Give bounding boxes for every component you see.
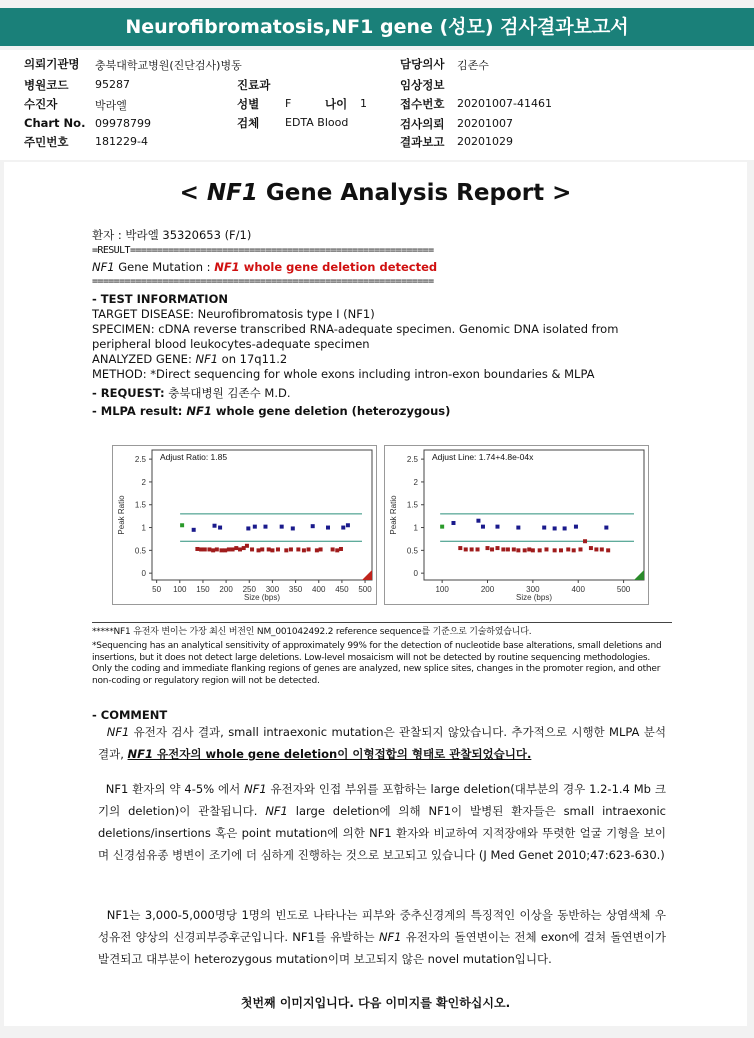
- data-point-red: [223, 548, 227, 552]
- data-point-red: [207, 547, 211, 551]
- x-tick-label: 300: [265, 585, 280, 594]
- comment-paragraph-2: [98, 778, 666, 866]
- comment1-conclusion: 유전자의 whole gene deletion이 이형접합의 형태로 관찰되었습니다.: [153, 747, 532, 761]
- bottom-separator: ===============================================================: [92, 276, 434, 287]
- analyzed-gene-locus: on 17q11.2: [218, 352, 288, 366]
- mutation-line: [92, 260, 437, 274]
- receipt-no-label: 접수번호: [400, 97, 445, 111]
- data-point-red: [578, 547, 582, 551]
- data-point-red: [458, 546, 462, 550]
- footnote-reference: *****NF1 유전자 변이는 가장 최신 버전인 NM_001042492.2 reference sequence를 기준으로 기술하였습니다.: [92, 627, 532, 637]
- data-point-red: [260, 547, 264, 551]
- data-point-red: [553, 548, 557, 552]
- y-tick-label: 2: [413, 477, 418, 487]
- x-axis-label: Size (bps): [515, 593, 553, 602]
- hospital-code-label: 병원코드: [24, 78, 69, 92]
- mutation-result: whole gene deletion detected: [239, 260, 438, 274]
- data-point-blue: [451, 521, 455, 525]
- data-point-red: [594, 547, 598, 551]
- data-point-blue: [253, 525, 257, 529]
- y-tick-label: 0.5: [406, 546, 418, 556]
- patient-label: 수진자: [24, 97, 58, 111]
- comment2-gene-a: NF1: [244, 782, 267, 796]
- data-point-blue: [280, 525, 284, 529]
- y-tick-label: 1.5: [134, 500, 146, 510]
- data-point-blue: [476, 519, 480, 523]
- chart-no-value: 09978799: [95, 117, 151, 130]
- data-point-red: [523, 548, 527, 552]
- x-tick-label: 250: [242, 585, 256, 594]
- comment1-gene-bold: NF1: [127, 747, 154, 761]
- receipt-no-value: 20201007-41461: [457, 97, 552, 110]
- patient-value: 박라엘: [95, 99, 127, 112]
- data-point-blue: [263, 525, 267, 529]
- data-point-red: [276, 547, 280, 551]
- test-info-heading: - TEST INFORMATION: [92, 292, 228, 306]
- comment2-text-a: NF1 환자의 약 4-5% 에서: [105, 782, 245, 796]
- data-point-blue: [192, 528, 196, 532]
- y-tick-label: 0.5: [134, 546, 146, 556]
- mlpa-line-svg: [384, 445, 649, 605]
- data-point-red: [219, 548, 223, 552]
- legend-label: Adjust Line: 1.74+4.8e-04x: [432, 452, 534, 462]
- data-point-red: [538, 548, 542, 552]
- age-label: 나이: [325, 97, 348, 111]
- footnote-sensitivity: *Sequencing has an analytical sensitivity of approximately 99% for the detection of nucleotide base alterations, small deletions and insertions, but it does not detect large deletions. Low-level mosaicism will not be detected by routine sequencing methodologies. Only the coding and immediate flanking regions of genes are analyzed, new splice sites, changes in the promoter region, and other non-coding or regulatory region will not be detected.: [92, 641, 662, 686]
- mlpa-value: whole gene deletion (heterozygous): [211, 404, 451, 418]
- data-point-blue: [291, 526, 295, 530]
- data-point-red: [589, 546, 593, 550]
- x-tick-label: 300: [526, 585, 540, 594]
- y-tick-label: 0: [413, 569, 418, 579]
- data-point-blue: [495, 525, 499, 529]
- data-point-red: [600, 547, 604, 551]
- data-point-red: [231, 547, 235, 551]
- analyzed-gene-name: NF1: [195, 352, 219, 366]
- x-axis-label: Size (bps): [243, 593, 281, 602]
- x-tick-label: 450: [335, 585, 349, 594]
- data-point-red: [470, 547, 474, 551]
- data-point-red: [238, 547, 242, 551]
- data-point-red: [464, 547, 468, 551]
- data-point-red: [211, 548, 215, 552]
- x-tick-label: 350: [288, 585, 303, 594]
- x-tick-label: 400: [312, 585, 326, 594]
- data-point-blue: [604, 526, 608, 530]
- comment-paragraph-3: [98, 904, 666, 970]
- method-line: METHOD: *Direct sequencing for whole exons including intron-exon boundaries & MLPA: [92, 367, 595, 381]
- data-point-blue: [326, 526, 330, 530]
- report-date-label: 결과보고: [400, 135, 445, 149]
- comment3-text-b: 유전자의 돌연변이는 전체 exon에 걸쳐 돌연변이가 발견되고 대부분이 heterozygous mutation이며 보고되지 않은 novel mutation입니다.: [98, 930, 666, 966]
- y-tick-label: 2.5: [406, 455, 418, 465]
- institution-label: 의뢰기관명: [24, 57, 80, 71]
- dept-label: 진료과: [237, 78, 271, 92]
- mutation-label: Gene Mutation :: [114, 260, 215, 274]
- data-point-red: [559, 548, 563, 552]
- mutation-red-gene: NF1: [214, 260, 240, 274]
- sex-label: 성별: [237, 97, 260, 111]
- target-disease: TARGET DISEASE: Neurofibromatosis type I (NF1): [92, 307, 375, 321]
- title-gene: NF1: [206, 180, 258, 206]
- data-point-red: [512, 547, 516, 551]
- y-tick-label: 2: [141, 477, 146, 487]
- data-point-red: [215, 547, 219, 551]
- mlpa-chart-ratio: [112, 445, 377, 605]
- data-point-green: [440, 525, 444, 529]
- data-point-red: [566, 547, 570, 551]
- y-tick-label: 1: [141, 523, 146, 533]
- comment3-text-a: NF1는 3,000-5,000명당 1명의 빈도로 나타나는 피부와 중추신경계의 특징적인 이상을 동반하는 상염색체 우성유전 양상의 신경피부증후군입니다. NF1를 유발하는: [98, 908, 666, 944]
- x-tick-label: 150: [196, 585, 210, 594]
- data-point-red: [486, 546, 490, 550]
- data-point-blue: [563, 526, 567, 530]
- patient-info-header: [0, 50, 754, 160]
- data-point-red: [199, 547, 203, 551]
- comment2-text-c: large deletion에 의해 NF1이 발병된 환자들은 small intraexonic deletions/insertions 혹은 point mutation에 의한 NF1 환자와 비교하여 지적장애와 뚜렷한 얼굴 기형을 보이며 신경섬유종 병변이 조기에 더 심하게 진행하는 것으로 보고되고 있습니다 (J Med Genet 2010;47:623-630.): [98, 804, 667, 862]
- mutation-gene: NF1: [92, 260, 115, 274]
- data-point-blue: [553, 526, 557, 530]
- data-point-blue: [218, 526, 222, 530]
- data-point-red: [516, 548, 520, 552]
- data-point-red: [495, 546, 499, 550]
- footer-note: 첫번째 이미지입니다. 다음 이미지를 확인하십시오.: [240, 996, 511, 1010]
- comment1-gene: NF1: [106, 725, 130, 739]
- title-suffix: Gene Analysis Report >: [257, 180, 572, 206]
- data-point-red: [506, 547, 510, 551]
- data-point-red: [307, 547, 311, 551]
- data-point-red: [476, 547, 480, 551]
- data-point-red: [302, 548, 306, 552]
- y-axis-label: Peak Ratio: [117, 495, 126, 535]
- x-tick-label: 200: [219, 585, 233, 594]
- resident-no-value: 181229-4: [95, 135, 148, 148]
- request-label: - REQUEST:: [92, 386, 165, 400]
- patient-line: 환자 : 박라엘 35320653 (F/1): [92, 228, 252, 242]
- data-point-blue: [341, 526, 345, 530]
- y-tick-label: 1: [413, 523, 418, 533]
- data-point-red: [331, 547, 335, 551]
- request-date-value: 20201007: [457, 117, 513, 130]
- institution-value: 충북대학교병원(진단검사)병동: [95, 59, 242, 72]
- hospital-code-value: 95287: [95, 78, 130, 91]
- data-point-red: [606, 548, 610, 552]
- data-point-blue: [246, 526, 250, 530]
- comment3-gene: NF1: [378, 930, 402, 944]
- data-point-red: [203, 547, 207, 551]
- data-point-red: [335, 548, 339, 552]
- chart-no-label: Chart No.: [24, 116, 86, 130]
- report-body: [4, 162, 747, 1026]
- y-tick-label: 0: [141, 569, 146, 579]
- comment-paragraph-1: [98, 721, 666, 765]
- x-tick-label: 50: [152, 585, 162, 594]
- mlpa-ratio-svg: [112, 445, 377, 605]
- data-point-red: [257, 548, 261, 552]
- data-point-red: [527, 547, 531, 551]
- specimen-line-2: peripheral blood leukocytes-adequate specimen: [92, 337, 370, 351]
- analyzed-gene-prefix: ANALYZED GENE:: [92, 352, 196, 366]
- data-point-red: [195, 547, 199, 551]
- report-banner: [0, 8, 754, 46]
- data-point-red: [319, 547, 323, 551]
- specimen-value: EDTA Blood: [285, 116, 349, 129]
- data-point-blue: [311, 524, 315, 528]
- x-tick-label: 100: [173, 585, 187, 594]
- data-point-blue: [574, 525, 578, 529]
- request-line: [92, 385, 291, 401]
- y-axis-label: Peak Ratio: [389, 495, 398, 535]
- banner-title: Neurofibromatosis,NF1 gene (성모) 검사결과보고서: [125, 16, 629, 38]
- y-tick-label: 1.5: [406, 500, 418, 510]
- data-point-blue: [516, 526, 520, 530]
- comment-heading: - COMMENT: [92, 708, 168, 722]
- footnote-divider: [92, 622, 672, 623]
- data-point-blue: [542, 526, 546, 530]
- report-title: [4, 180, 747, 206]
- mlpa-label: - MLPA result:: [92, 404, 187, 418]
- data-point-blue: [346, 523, 350, 527]
- comment2-text-b: 유전자와 인접 부위를 포함하는 large deletion(대부분의 경우 1.2-1.4 Mb 크기의 deletion)이 관찰됩니다.: [98, 782, 666, 818]
- mlpa-gene: NF1: [186, 404, 212, 418]
- mlpa-chart-line: [384, 445, 649, 605]
- data-point-red: [572, 548, 576, 552]
- x-tick-label: 200: [480, 585, 495, 594]
- data-point-red: [339, 547, 343, 551]
- data-point-red: [245, 544, 249, 548]
- data-point-green: [180, 523, 184, 527]
- data-point-red: [270, 548, 274, 552]
- sex-value: F: [285, 97, 292, 110]
- plot-area: [152, 450, 372, 580]
- data-point-red: [250, 547, 254, 551]
- data-point-red: [315, 548, 319, 552]
- resident-no-label: 주민번호: [24, 135, 69, 149]
- x-tick-label: 400: [571, 585, 585, 594]
- data-point-red: [227, 547, 231, 551]
- data-point-red: [544, 547, 548, 551]
- data-point-red: [583, 539, 587, 543]
- request-value: 충북대병원 김존수 M.D.: [168, 386, 291, 400]
- x-tick-label: 100: [435, 585, 449, 594]
- data-point-red: [267, 547, 271, 551]
- mlpa-line: [92, 404, 450, 418]
- request-date-label: 검사의뢰: [400, 117, 445, 131]
- specimen-label: 검체: [237, 116, 260, 130]
- data-point-blue: [481, 525, 485, 529]
- data-point-red: [296, 547, 300, 551]
- x-tick-label: 500: [358, 585, 372, 594]
- doctor-value: 김존수: [457, 59, 489, 72]
- y-tick-label: 2.5: [134, 455, 146, 465]
- result-separator: =RESULT========================================================: [92, 245, 434, 256]
- data-point-red: [501, 547, 505, 551]
- age-value: 1: [360, 97, 367, 110]
- comment2-gene-b: NF1: [265, 804, 288, 818]
- analyzed-gene: [92, 352, 287, 366]
- data-point-red: [284, 548, 288, 552]
- x-tick-label: 500: [616, 585, 631, 594]
- data-point-red: [490, 547, 494, 551]
- data-point-blue: [213, 524, 217, 528]
- comment1-text: 유전자 검사 결과, small intraexonic mutation은 관찰되지 않았습니다. 추가적으로 시행한 MLPA 분석결과,: [98, 725, 667, 761]
- doctor-label: 담당의사: [400, 57, 445, 71]
- data-point-red: [289, 547, 293, 551]
- legend-label: Adjust Ratio: 1.85: [160, 452, 228, 462]
- title-prefix: <: [179, 180, 207, 206]
- clinical-label: 임상정보: [400, 78, 445, 92]
- data-point-red: [234, 546, 238, 550]
- plot-area: [424, 450, 644, 580]
- report-date-value: 20201029: [457, 135, 513, 148]
- data-point-red: [531, 548, 535, 552]
- specimen-line-1: SPECIMEN: cDNA reverse transcribed RNA-adequate specimen. Genomic DNA isolated from: [92, 322, 619, 336]
